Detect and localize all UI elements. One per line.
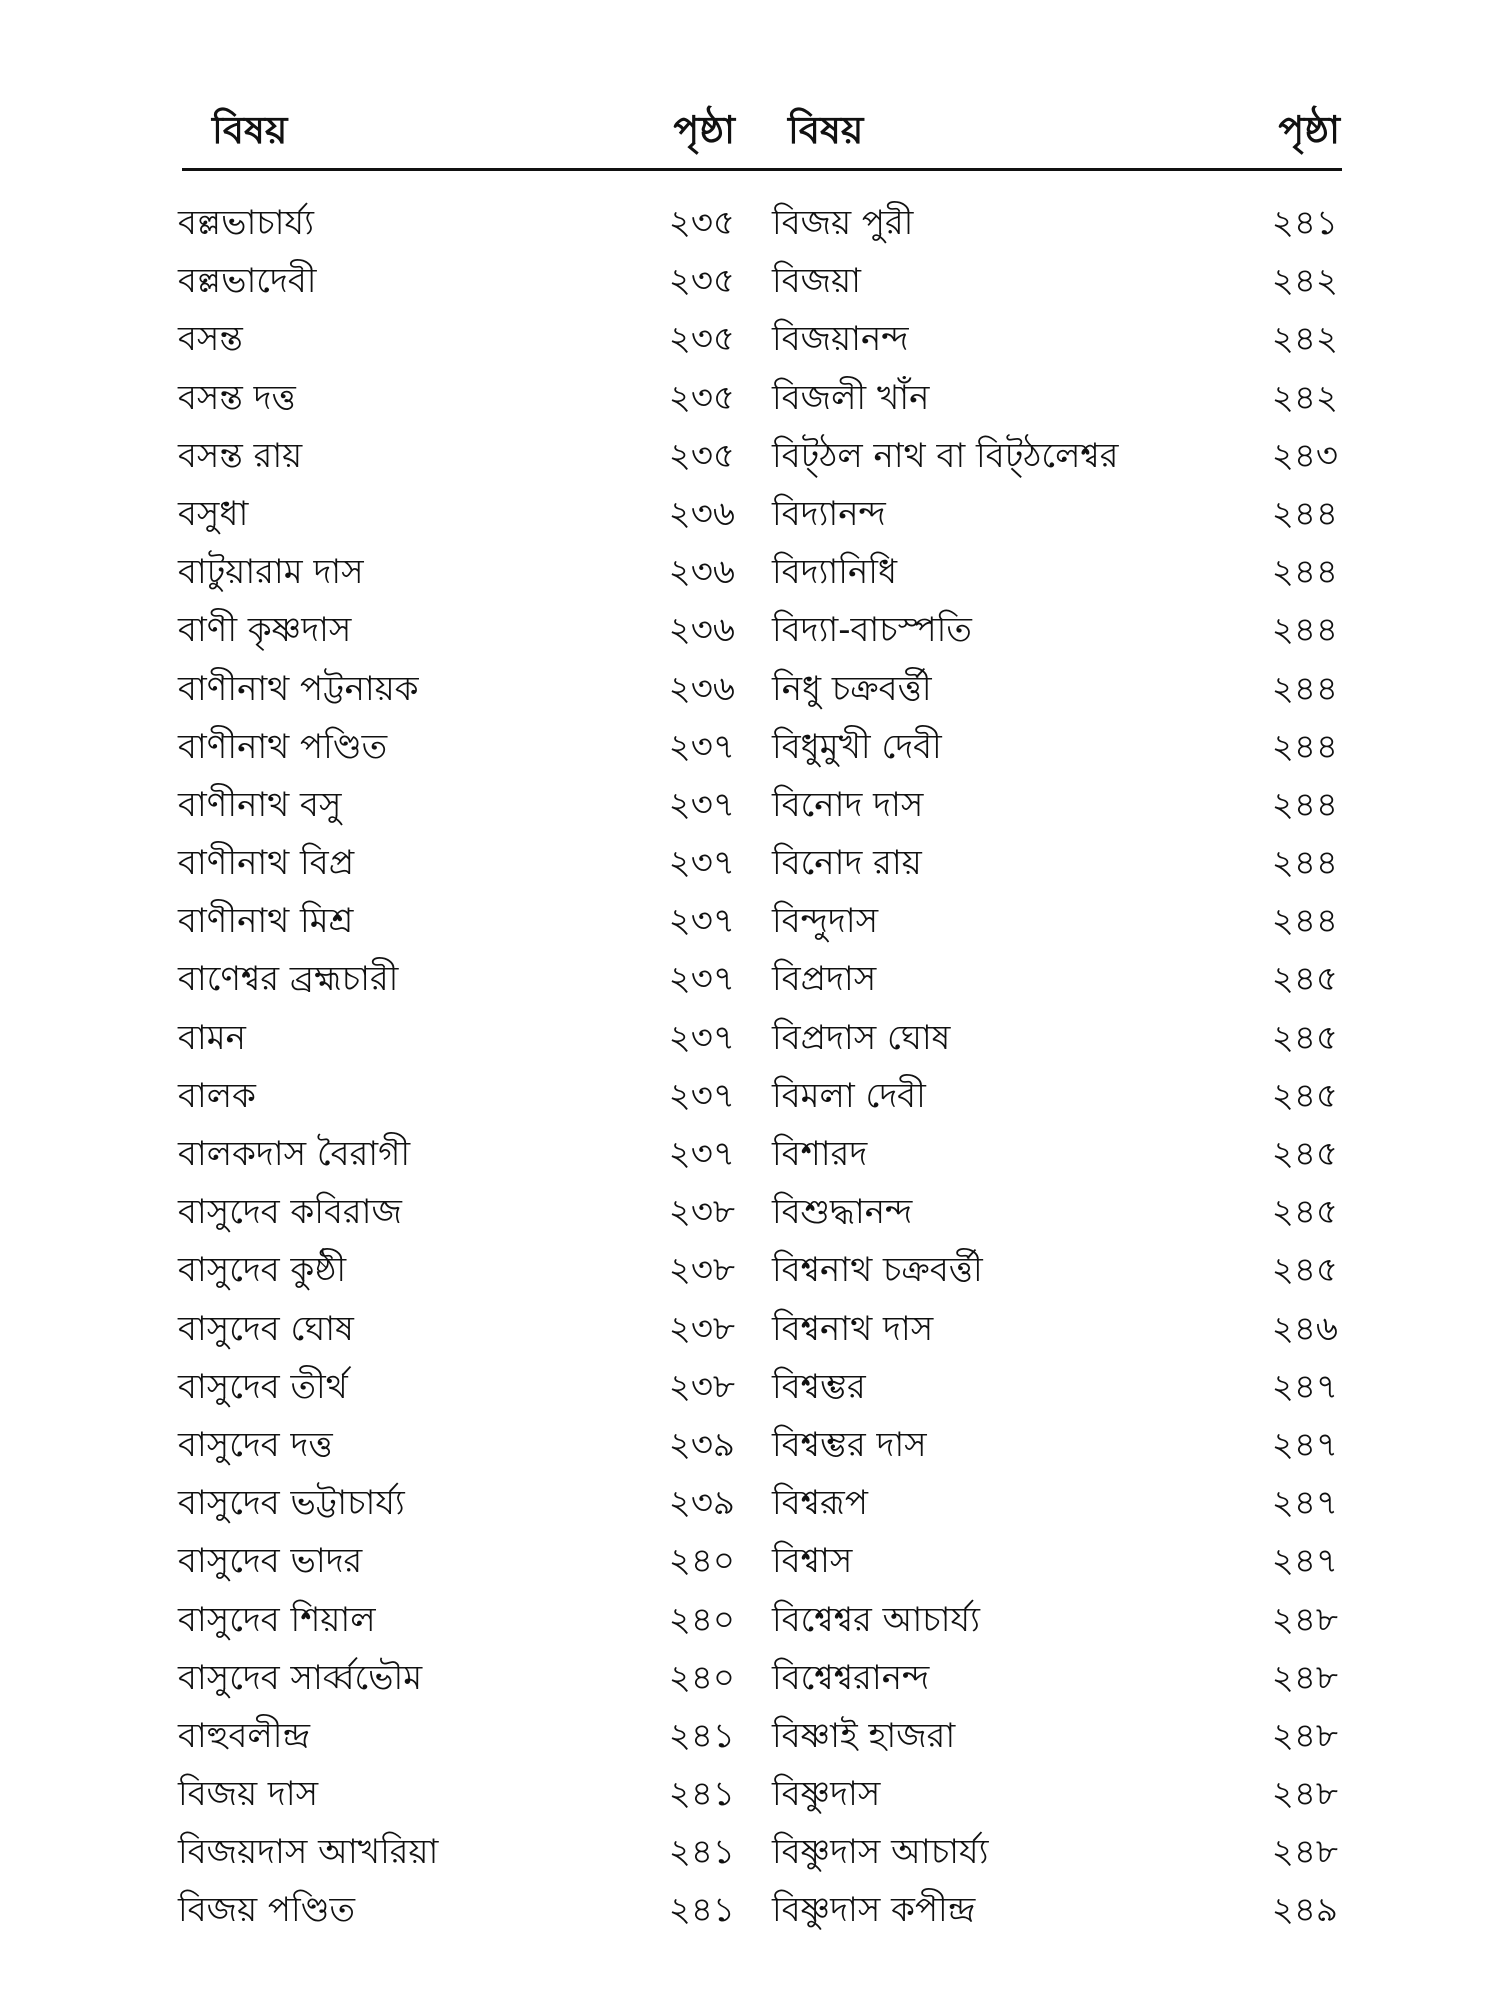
right-page-number: ২৪৩ (1271, 435, 1338, 476)
left-page-number: ২৩৮ (668, 1308, 735, 1349)
left-topic: বাসুদেব ভাদর (178, 1541, 363, 1582)
right-page-number: ২৪৭ (1271, 1424, 1338, 1465)
right-topic: বিশারদ (772, 1134, 868, 1174)
index-row (0, 543, 1500, 601)
left-page-number: ২৩৫ (668, 261, 735, 302)
right-page-number: ২৪৪ (1271, 668, 1338, 709)
header-page-left: পৃষ্ঠা (673, 108, 735, 152)
left-topic: বাসুদেব দত্ত (178, 1424, 333, 1465)
header-divider (182, 168, 1342, 171)
right-topic: বিজলী খাঁন (772, 377, 930, 418)
left-topic: বাসুদেব শিয়াল (178, 1599, 376, 1640)
left-topic: বাটুয়ারাম দাস (178, 552, 364, 593)
right-topic: বিশ্বম্ভর (772, 1366, 866, 1407)
left-topic: বসন্ত দত্ত (178, 377, 296, 418)
right-page-number: ২৪৪ (1271, 901, 1338, 942)
left-page-number: ২৩৮ (668, 1250, 735, 1291)
right-topic: বিশ্বাস (772, 1541, 853, 1582)
left-topic: বাসুদেব কুষ্ঠী (178, 1250, 347, 1291)
right-page-number: ২৪৪ (1271, 493, 1338, 534)
right-topic: বিশ্বরূপ (772, 1483, 868, 1524)
right-page-number: ২৪৪ (1271, 726, 1338, 767)
right-topic: বিশ্বনাথ দাস (772, 1308, 934, 1349)
index-row (0, 1067, 1500, 1125)
left-page-number: ২৪১ (668, 1715, 735, 1756)
index-row (0, 1241, 1500, 1299)
right-topic: বিষ্ণাই হাজরা (772, 1715, 956, 1756)
right-page-number: ২৪২ (1271, 377, 1338, 418)
header-page-right: পৃষ্ঠা (1278, 108, 1340, 152)
right-topic: বিজয় পুরী (772, 203, 914, 243)
right-topic: বিনোদ রায় (772, 843, 922, 884)
left-page-number: ২৩৫ (668, 435, 735, 476)
right-page-number: ২৪৭ (1271, 1483, 1338, 1524)
right-topic: বিশ্বেশ্বর আচার্য্য (772, 1599, 980, 1640)
left-page-number: ২৩৭ (668, 1017, 735, 1058)
right-page-number: ২৪৮ (1271, 1774, 1338, 1815)
right-topic: বিদ্যানিধি (772, 552, 898, 593)
index-row (0, 1474, 1500, 1532)
index-row (0, 1649, 1500, 1707)
left-page-number: ২৩৯ (668, 1424, 735, 1465)
header-topic-right: বিষয় (788, 108, 864, 152)
left-topic: বাণীনাথ বসু (178, 784, 342, 825)
left-topic: বাণীনাথ মিশ্র (178, 901, 354, 942)
left-page-number: ২৩৭ (668, 726, 735, 767)
right-page-number: ২৪৪ (1271, 552, 1338, 593)
left-page-number: ২৩৭ (668, 1134, 735, 1174)
index-row (0, 718, 1500, 776)
left-topic: বাসুদেব ঘোষ (178, 1308, 354, 1349)
right-page-number: ২৪৫ (1271, 1192, 1338, 1233)
right-topic: বিজয়ানন্দ (772, 319, 909, 360)
left-topic: বাসুদেব ভট্টাচার্য্য (178, 1483, 405, 1524)
index-row (0, 1591, 1500, 1649)
left-page-number: ২৪১ (668, 1832, 735, 1873)
right-topic: বিষ্ণুদাস আচার্য্য (772, 1832, 989, 1873)
left-topic: বাহুবলীন্দ্র (178, 1715, 310, 1756)
left-page-number: ২৪১ (668, 1890, 735, 1931)
left-page-number: ২৩৭ (668, 901, 735, 942)
index-row (0, 1183, 1500, 1241)
left-page-number: ২৩৮ (668, 1366, 735, 1407)
right-topic: বিশ্বনাথ চক্রবর্ত্তী (772, 1250, 983, 1291)
right-page-number: ২৪৫ (1271, 1075, 1338, 1116)
left-page-number: ২৩৮ (668, 1192, 735, 1233)
right-page-number: ২৪৪ (1271, 784, 1338, 825)
left-page-number: ২৩৭ (668, 843, 735, 884)
right-page-number: ২৪৮ (1271, 1599, 1338, 1640)
left-page-number: ২৪০ (668, 1599, 735, 1640)
index-row (0, 1881, 1500, 1939)
left-topic: বসন্ত রায় (178, 435, 303, 476)
right-topic: নিধু চক্রবর্ত্তী (772, 668, 932, 709)
left-page-number: ২৩৬ (668, 668, 735, 709)
right-topic: বিপ্রদাস (772, 959, 877, 1000)
left-topic: বাসুদেব তীর্থ (178, 1366, 348, 1407)
right-topic: বিদ্যানন্দ (772, 493, 886, 534)
right-page-number: ২৪৮ (1271, 1657, 1338, 1698)
index-row (0, 660, 1500, 718)
left-page-number: ২৪০ (668, 1657, 735, 1698)
left-topic: বাসুদেব কবিরাজ (178, 1192, 402, 1233)
left-topic: বামন (178, 1017, 246, 1058)
left-topic: বাসুদেব সার্ব্বভৌম (178, 1657, 423, 1698)
index-row (0, 485, 1500, 543)
index-row (0, 252, 1500, 310)
right-topic: বিমলা দেবী (772, 1075, 926, 1116)
right-page-number: ২৪৭ (1271, 1541, 1338, 1582)
left-topic: বিজয়দাস আখরিয়া (178, 1832, 439, 1873)
right-topic: বিট্ঠল নাথ বা বিট্ঠলেশ্বর (772, 435, 1119, 476)
index-row (0, 194, 1500, 252)
index-row (0, 310, 1500, 368)
left-page-number: ২৩৭ (668, 784, 735, 825)
right-page-number: ২৪৫ (1271, 1250, 1338, 1291)
right-topic: বিদ্যা-বাচস্পতি (772, 610, 972, 651)
left-page-number: ২৩৫ (668, 203, 735, 243)
left-page-number: ২৪০ (668, 1541, 735, 1582)
index-row (0, 1009, 1500, 1067)
left-page-number: ২৩৭ (668, 1075, 735, 1116)
index-header (0, 100, 1500, 160)
index-row (0, 601, 1500, 659)
right-topic: বিপ্রদাস ঘোষ (772, 1017, 951, 1058)
right-topic: বিজয়া (772, 261, 861, 302)
right-page-number: ২৪৪ (1271, 843, 1338, 884)
left-topic: বল্লভাচার্য্য (178, 203, 314, 243)
index-row (0, 1125, 1500, 1183)
index-row (0, 1707, 1500, 1765)
left-topic: বিজয় পণ্ডিত (178, 1890, 356, 1931)
index-row (0, 776, 1500, 834)
left-topic: বাণীনাথ বিপ্র (178, 843, 355, 884)
left-topic: বল্লভাদেবী (178, 261, 317, 302)
right-page-number: ২৪৬ (1271, 1308, 1338, 1349)
right-topic: বিশ্বম্ভর দাস (772, 1424, 927, 1465)
left-page-number: ২৩৫ (668, 377, 735, 418)
index-row (0, 1300, 1500, 1358)
left-page-number: ২৩৬ (668, 493, 735, 534)
index-row (0, 1823, 1500, 1881)
header-topic-left: বিষয় (212, 108, 288, 152)
right-page-number: ২৪২ (1271, 319, 1338, 360)
right-topic: বিষ্ণুদাস কপীন্দ্র (772, 1890, 976, 1931)
left-topic: বাণী কৃষ্ণদাস (178, 610, 352, 651)
index-row (0, 892, 1500, 950)
left-topic: বাণেশ্বর ব্রহ্মচারী (178, 959, 399, 1000)
index-row (0, 369, 1500, 427)
left-topic: বসন্ত (178, 319, 243, 360)
index-row (0, 1532, 1500, 1590)
right-page-number: ২৪৮ (1271, 1832, 1338, 1873)
left-topic: বাণীনাথ পণ্ডিত (178, 726, 388, 767)
right-topic: বিনোদ দাস (772, 784, 924, 825)
left-page-number: ২৩৫ (668, 319, 735, 360)
right-topic: বিষ্ণুদাস (772, 1774, 881, 1815)
left-page-number: ২৩৬ (668, 552, 735, 593)
right-topic: বিন্দুদাস (772, 901, 879, 942)
right-topic: বিশ্বেশ্বরানন্দ (772, 1657, 930, 1698)
index-row (0, 1416, 1500, 1474)
left-page-number: ২৩৭ (668, 959, 735, 1000)
right-page-number: ২৪২ (1271, 261, 1338, 302)
index-row (0, 1358, 1500, 1416)
right-page-number: ২৪৭ (1271, 1366, 1338, 1407)
right-topic: বিশুদ্ধানন্দ (772, 1192, 913, 1233)
index-row (0, 1765, 1500, 1823)
right-page-number: ২৪৫ (1271, 959, 1338, 1000)
left-page-number: ২৩৯ (668, 1483, 735, 1524)
index-row (0, 834, 1500, 892)
left-topic: বালকদাস বৈরাগী (178, 1134, 411, 1174)
right-page-number: ২৪৫ (1271, 1017, 1338, 1058)
right-page-number: ২৪৮ (1271, 1715, 1338, 1756)
left-page-number: ২৪১ (668, 1774, 735, 1815)
index-row (0, 950, 1500, 1008)
left-topic: বাণীনাথ পট্টনায়ক (178, 668, 419, 709)
right-page-number: ২৪৫ (1271, 1134, 1338, 1174)
left-topic: বিজয় দাস (178, 1774, 319, 1815)
index-list (0, 194, 1500, 1940)
left-topic: বসুধা (178, 493, 249, 534)
right-page-number: ২৪৯ (1271, 1890, 1338, 1931)
right-page-number: ২৪৪ (1271, 610, 1338, 651)
right-page-number: ২৪১ (1271, 203, 1338, 243)
left-page-number: ২৩৬ (668, 610, 735, 651)
left-topic: বালক (178, 1075, 256, 1116)
right-topic: বিধুমুখী দেবী (772, 726, 942, 767)
index-row (0, 427, 1500, 485)
